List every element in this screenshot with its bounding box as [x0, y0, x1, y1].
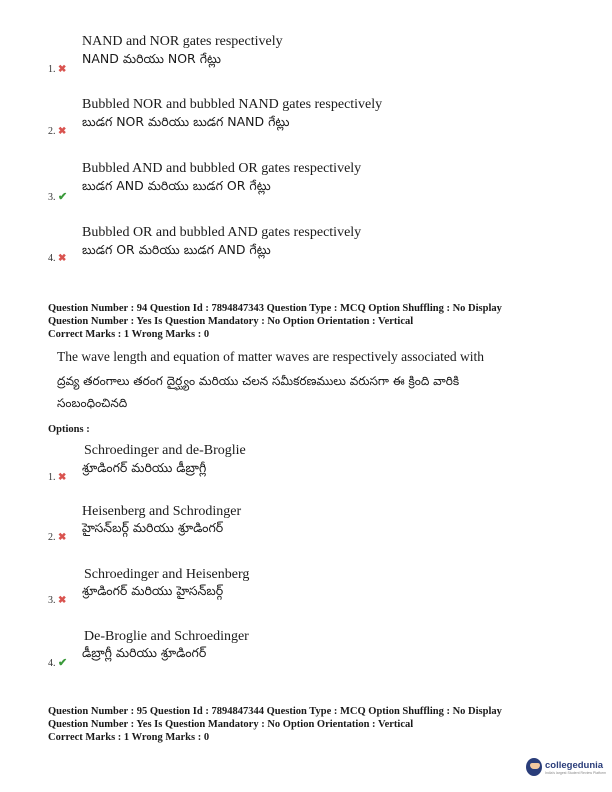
option-number: 3. — [48, 595, 56, 606]
option-3-text-te: బుడగ AND మరియు బుడగ OR గేట్లు — [82, 178, 271, 193]
option-1-text-te: NAND మరియు NOR గేట్లు — [82, 51, 221, 66]
option-2-label — [48, 126, 66, 137]
watermark-name: collegedunia — [545, 759, 604, 771]
option-3-text-en: Schroedinger and Heisenberg — [84, 567, 250, 582]
question-meta-line2: Question Number : Yes Is Question Mandatory : No Option Orientation : Vertical — [48, 719, 414, 730]
question-text-en: The wave length and equation of matter waves are respectively associated with — [57, 349, 484, 364]
option-1-label — [48, 64, 66, 75]
option-4-label — [48, 656, 67, 669]
option-number: 1. — [48, 64, 56, 75]
collegedunia-watermark — [526, 750, 606, 784]
wrong-mark-icon: ✖ — [58, 532, 67, 543]
option-4-text-en: Bubbled OR and bubbled AND gates respectively — [82, 225, 362, 240]
wrong-mark-icon: ✖ — [58, 472, 67, 483]
option-number: 3. — [48, 192, 56, 203]
wrong-mark-icon: ✖ — [58, 64, 67, 75]
option-2-text-te: బుడగ NOR మరియు బుడగ NAND గేట్లు — [82, 114, 290, 129]
option-3-label — [48, 190, 67, 203]
options-heading: Options : — [48, 424, 90, 435]
option-2-text-en: Heisenberg and Schrodinger — [82, 504, 242, 519]
option-2-label — [48, 532, 66, 543]
option-number: 4. — [48, 658, 56, 669]
option-number: 1. — [48, 472, 56, 483]
option-1-text-en: Schroedinger and de-Broglie — [84, 443, 246, 458]
option-3-text-en: Bubbled AND and bubbled OR gates respectively — [82, 161, 362, 176]
wrong-mark-icon: ✖ — [58, 253, 67, 264]
question-meta-line3: Correct Marks : 1 Wrong Marks : 0 — [48, 329, 210, 340]
option-1-label — [48, 472, 66, 483]
option-4-text-te: బుడగ OR మరియు బుడగ AND గేట్లు — [82, 242, 271, 257]
option-3-text-te: శ్రూడింగర్ మరియు హైసన్‌బర్గ్ — [82, 583, 224, 598]
question-text-te-line2: సంబంధించినది — [57, 396, 128, 410]
option-number: 2. — [48, 532, 56, 543]
option-number: 2. — [48, 126, 56, 137]
question-text-te-line1: ద్రవ్య తరంగాలు తరంగ దైర్ఘ్యం మరియు చలన సమీకరణములు వరుసగా ఈ క్రింది వారికి — [57, 374, 460, 388]
wrong-mark-icon: ✖ — [58, 126, 67, 137]
collegedunia-logo-icon — [526, 758, 542, 776]
wrong-mark-icon: ✖ — [58, 595, 67, 606]
option-4-text-en: De-Broglie and Schroedinger — [84, 629, 249, 644]
option-1-text-te: శ్రూడింగర్ మరియు డీబ్రాగ్లీ — [82, 460, 207, 475]
check-mark-icon: ✔ — [58, 657, 68, 669]
question-meta-line1: Question Number : 95 Question Id : 7894847344 Question Type : MCQ Option Shuffling : No Display — [48, 706, 502, 717]
option-4-text-te: డీబ్రాగ్లీ మరియు శ్రూడింగర్ — [82, 645, 207, 660]
watermark-tagline: India's largest Student Review Platform — [545, 770, 606, 775]
option-number: 4. — [48, 253, 56, 264]
question-meta-line1: Question Number : 94 Question Id : 7894847343 Question Type : MCQ Option Shuffling : No Display — [48, 303, 502, 314]
option-2-text-en: Bubbled NOR and bubbled NAND gates respectively — [82, 97, 383, 112]
question-meta-line3: Correct Marks : 1 Wrong Marks : 0 — [48, 732, 210, 743]
option-1-text-en: NAND and NOR gates respectively — [82, 34, 283, 49]
option-2-text-te: హైసన్‌బర్గ్ మరియు శ్రూడింగర్ — [82, 520, 224, 535]
check-mark-icon: ✔ — [58, 191, 68, 203]
question-meta-line2: Question Number : Yes Is Question Mandatory : No Option Orientation : Vertical — [48, 316, 414, 327]
option-4-label — [48, 253, 66, 264]
option-3-label — [48, 595, 66, 606]
